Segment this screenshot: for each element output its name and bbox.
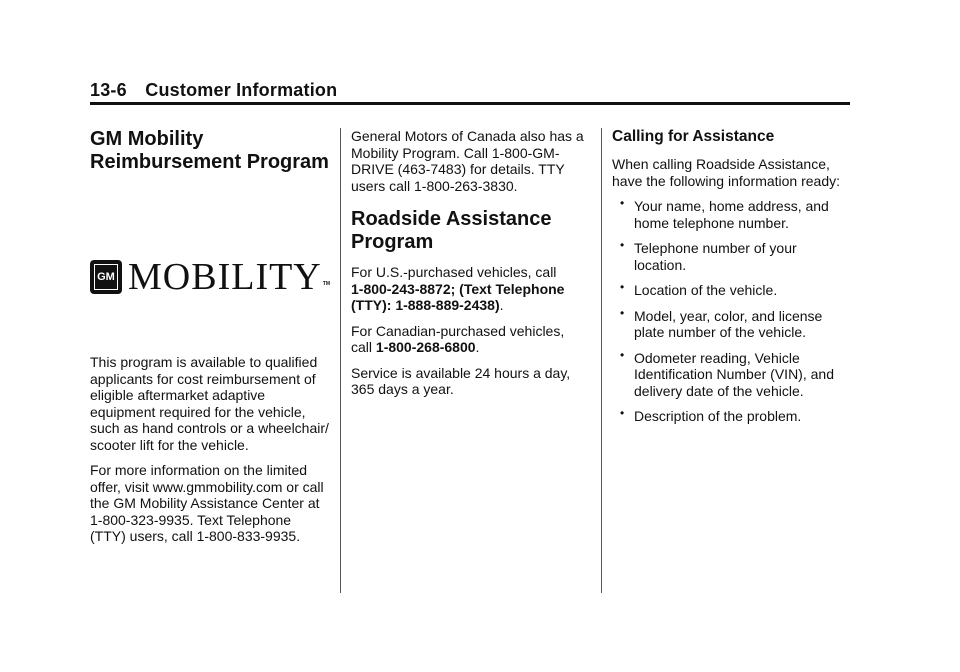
column-divider-2 <box>601 128 602 593</box>
list-item: • Odometer reading, Vehicle Identification Number (VIN), and delivery date of the vehicle. <box>620 347 834 399</box>
list-item: • Model, year, color, and license plate number of the vehicle. <box>620 305 823 340</box>
list-item: • Description of the problem. <box>620 406 802 424</box>
canada-roadside-text: For Canadian-purchased vehicles, call <box>351 322 565 355</box>
calling-intro: When calling Roadside Assistance, have the following information ready: <box>612 156 841 189</box>
header-rule <box>90 102 850 105</box>
section-heading-roadside: Roadside Assistance Program <box>351 208 552 253</box>
canada-mobility-paragraph: General Motors of Canada also has a Mobility Program. Call 1-800-GM-DRIVE (463-7483) for details. TTY users call 1-800-263-3830. <box>351 128 584 194</box>
us-roadside-text: For U.S.-purchased vehicles, call <box>351 264 557 280</box>
bullet-icon: • <box>620 280 625 294</box>
us-roadside-paragraph <box>351 264 586 314</box>
chapter-title: Customer Information <box>145 80 338 100</box>
gm-badge-icon <box>90 260 122 294</box>
list-item: • Telephone number of your location. <box>620 238 797 273</box>
bullet-icon: • <box>620 305 625 320</box>
bullet-icon: • <box>620 238 625 252</box>
us-roadside-phone: 1-800-243-8872; (Text Telephone (TTY): 1-888-889-2438) <box>351 280 565 313</box>
mobility-paragraph-1: This program is available to qualified applicants for cost reimbursement of eligible aftermarket adaptive equipment required for the vehicle, such as hand controls or a wheelchair/ scooter lift for the vehicle. <box>90 354 329 453</box>
canada-roadside-period: . <box>475 339 480 355</box>
list-item: • Location of the vehicle. <box>620 280 778 298</box>
column-2 <box>351 128 586 407</box>
service-hours-paragraph: Service is available 24 hours a day, 365 days a year. <box>351 364 571 397</box>
us-roadside-period: . <box>499 297 504 313</box>
page-header <box>90 80 850 101</box>
mobility-paragraph-2: For more information on the limited offer, visit www.gmmobility.com or call the GM Mobility Assistance Center at 1-800-323-9935. Text Telephone (TTY) users, call 1-800-833-9935. <box>90 462 324 544</box>
trademark-mark: TM <box>322 280 330 287</box>
list-item: • Your name, home address, and home telephone number. <box>620 196 829 231</box>
canada-roadside-paragraph <box>351 323 586 356</box>
canada-roadside-phone: 1-800-268-6800 <box>375 339 476 355</box>
section-heading-mobility: GM Mobility Reimbursement Program <box>90 128 329 173</box>
bullet-icon: • <box>620 406 625 420</box>
bullet-icon: • <box>620 347 625 362</box>
bullet-icon: • <box>620 196 625 210</box>
logo-wordmark: MOBILITY <box>128 256 322 298</box>
column-3 <box>612 128 852 434</box>
column-1 <box>90 128 330 554</box>
gm-mobility-logo <box>90 254 330 298</box>
column-divider-1 <box>340 128 341 593</box>
section-heading-calling: Calling for Assistance <box>612 128 775 145</box>
page-number: 13-6 <box>90 80 127 100</box>
assistance-info-list <box>612 198 852 425</box>
gm-badge-text: GM <box>94 264 118 290</box>
